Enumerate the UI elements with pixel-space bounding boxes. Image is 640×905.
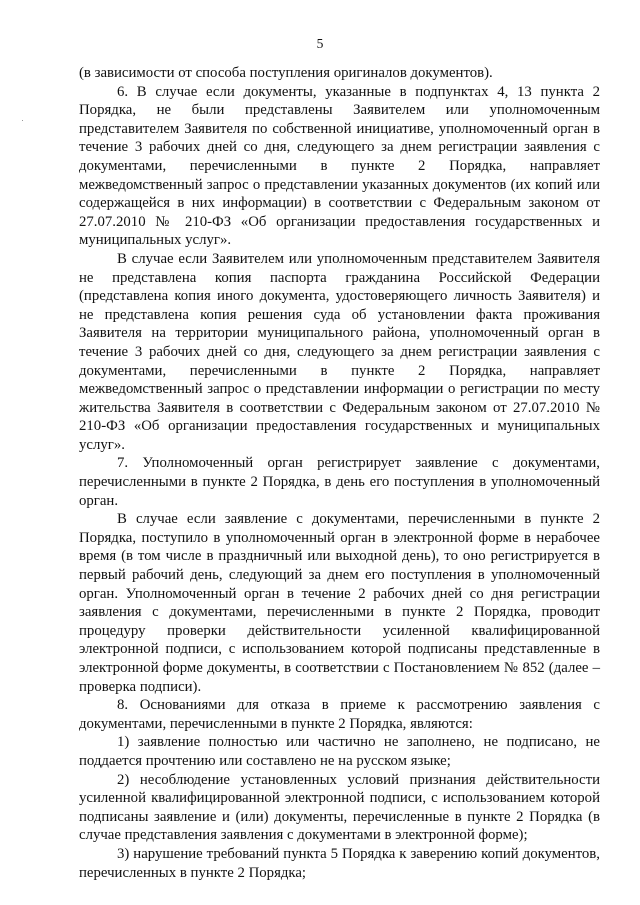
margin-mark [22,120,23,121]
page-number: 5 [316,36,324,51]
list-item-3: 3) нарушение требований пункта 5 Порядка к заверению копий документов, перечисленных в пункте 2 Порядка; [79,845,600,881]
paragraph-passport-case: В случае если Заявителем или уполномоченным представителем Заявителя не представлена копия паспорта гражданина Российской Федерации (представлена копия иного документа, удостоверяющего личность Заявителя) и не представлена копия решения суда об установлении факта проживания Заявителя на территории муниципального района, уполномоченный орган в течение 3 рабочих дней со дня, следующего за днем регистрации заявления с документами, перечисленными в пункте 2 Порядка, направляет межведомственный запрос о представлении информации о регистрации по месту жительства Заявителя в соответствии с Федеральным законом от 27.07.2010 № 210-ФЗ «Об организации предоставления государственных и муниципальных услуг». [79,250,600,453]
paragraph-electronic-registration: В случае если заявление с документами, перечисленными в пункте 2 Порядка, поступило в уполномоченный орган в электронной форме в нерабочее время (в том числе в праздничный или выходной день), то оно регистрируется в первый рабочий день, следующий за днем его поступления в уполномоченный орган. Уполномоченный орган в течение 2 рабочих дней со дня регистрации заявления с документами, перечисленными в пункте 2 Порядка, проводит процедуру проверки действительности усиленной квалифицированной электронной подписи, с использованием которой подписаны представленные в электронной форме документы, в соответствии с Постановлением № 852 (далее – проверка подписи). [79,511,600,695]
paragraph-continuation: (в зависимости от способа поступления оригиналов документов). [79,65,493,81]
document-body [79,64,600,882]
list-item-1: 1) заявление полностью или частично не заполнено, не подписано, не поддается прочтению или составлено не на русском языке; [79,734,600,769]
paragraph-item-7: 7. Уполномоченный орган регистрирует заявление с документами, перечисленными в пункте 2 Порядка, в день его поступления в уполномоченный орган. [79,455,600,509]
paragraph-item-6: 6. В случае если документы, указанные в подпунктах 4, 13 пункта 2 Порядка, не были представлены Заявителем или уполномоченным представителем Заявителя по собственной инициативе, уполномоченный орган в течение 3 рабочих дней со дня, следующего за днем регистрации заявления с документами, перечисленными в пункте 2 Порядка, направляет межведомственный запрос о представлении указанных документов (их копий или содержащейся в них информации) в соответствии с Федеральным законом от 27.07.2010 № 210-ФЗ «Об организации предоставления государственных и муниципальных услуг». [79,83,600,249]
list-item-2: 2) несоблюдение установленных условий признания действительности усиленной квалифицированной электронной подписи, с использованием которой подписаны заявление и (или) документы, перечисленные в пункте 2 Порядка (в случае представления заявления с документами в электронной форме); [79,771,600,844]
paragraph-item-8: 8. Основаниями для отказа в приеме к рассмотрению заявления с документами, перечисленными в пункте 2 Порядка, являются: [79,697,600,732]
